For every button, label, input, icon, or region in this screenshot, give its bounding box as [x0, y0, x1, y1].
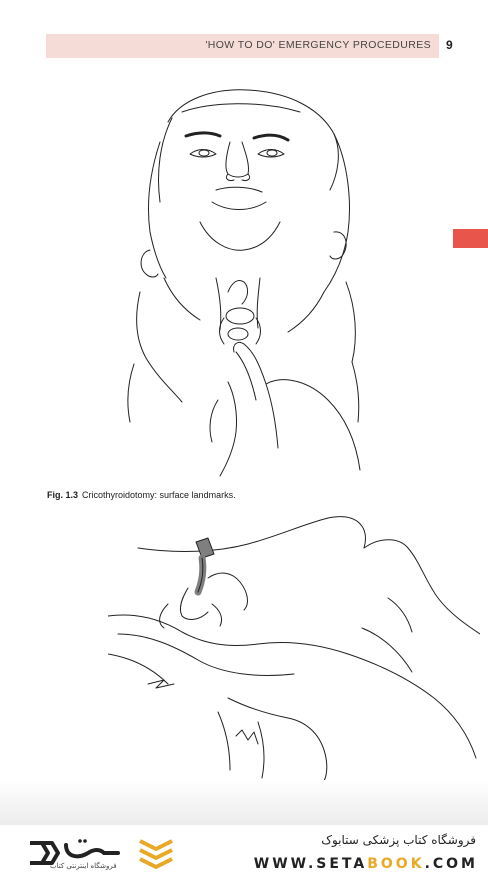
- store-url-accent: BOOK: [367, 856, 425, 872]
- store-url-prefix: WWW.SETA: [253, 856, 368, 872]
- store-name: فروشگاه کتاب پزشکی ستابوک: [321, 833, 476, 847]
- footer-shade: [0, 780, 488, 825]
- store-url[interactable]: [254, 856, 478, 872]
- running-header-band: [46, 34, 439, 58]
- figure-1-3-caption: [47, 490, 236, 500]
- running-header-title: 'HOW TO DO' EMERGENCY PROCEDURES: [205, 39, 431, 51]
- figure-1-3-label: Fig. 1.3: [47, 490, 79, 500]
- chapter-thumb-tab: [453, 229, 488, 248]
- figure-1-3-illustration: [120, 82, 365, 477]
- store-url-suffix: .COM: [424, 856, 478, 872]
- figure-1-4-illustration: [108, 508, 480, 783]
- page-number: 9: [446, 38, 453, 52]
- logo-subtitle: فروشگاه اینترنتی کتاب: [50, 862, 117, 870]
- figure-1-3-caption-text: Cricothyroidotomy: surface landmarks.: [82, 490, 236, 500]
